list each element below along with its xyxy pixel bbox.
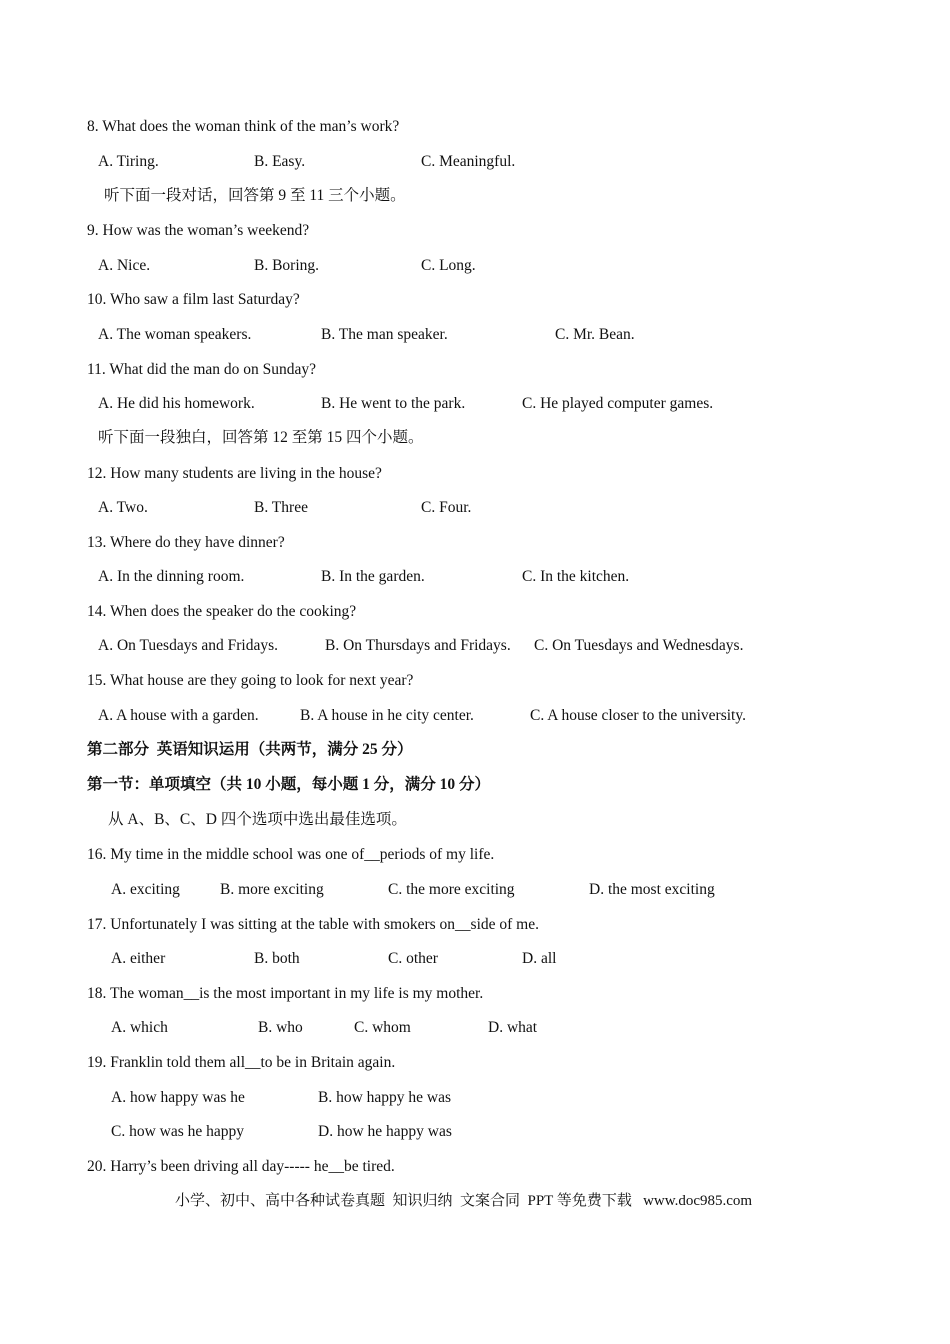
question-10-stem: 10. Who saw a film last Saturday? <box>87 291 300 308</box>
question-12-option-c: C. Four. <box>421 499 472 516</box>
question-13-stem: 13. Where do they have dinner? <box>87 534 285 551</box>
question-11-option-c: C. He played computer games. <box>522 395 714 412</box>
section-1-title: 第一节：单项填空（共 10 小题，每小题 1 分，满分 10 分） <box>87 776 491 793</box>
question-17-option-a: A. either <box>111 950 166 967</box>
question-13-option-a: A. In the dinning room. <box>98 568 245 585</box>
question-8-option-c: C. Meaningful. <box>421 153 516 170</box>
question-13-option-b: B. In the garden. <box>321 568 425 585</box>
question-9-stem: 9. How was the woman’s weekend? <box>87 222 310 239</box>
question-19-option-a: A. how happy was he <box>111 1089 245 1106</box>
question-9-option-a: A. Nice. <box>98 257 151 274</box>
question-13-option-c: C. In the kitchen. <box>522 568 630 585</box>
question-19-option-c: C. how was he happy <box>111 1123 245 1140</box>
question-15-option-c: C. A house closer to the university. <box>530 707 746 724</box>
question-16-option-d: D. the most exciting <box>589 881 715 898</box>
question-18-option-c: C. whom <box>354 1019 411 1036</box>
question-17-option-d: D. all <box>522 950 557 967</box>
instruction-12-15: 听下面一段独白，回答第 12 至第 15 四个小题。 <box>98 429 424 446</box>
question-20-stem: 20. Harry’s been driving all day----- he__be tired. <box>87 1158 395 1175</box>
question-19-option-d: D. how he happy was <box>318 1123 452 1140</box>
page-footer: 小学、初中、高中各种试卷真题 知识归纳 文案合同 PPT 等免费下载 www.doc985.com <box>175 1193 753 1209</box>
instruction-9-11: 听下面一段对话，回答第 9 至 11 三个小题。 <box>104 187 406 204</box>
question-18-stem: 18. The woman__is the most important in my life is my mother. <box>87 985 484 1002</box>
question-15-stem: 15. What house are they going to look for next year? <box>87 672 414 689</box>
question-18-option-d: D. what <box>488 1019 538 1036</box>
question-11-option-b: B. He went to the park. <box>321 395 466 412</box>
question-14-option-c: C. On Tuesdays and Wednesdays. <box>534 637 744 654</box>
part-2-title: 第二部分 英语知识运用（共两节，满分 25 分） <box>87 741 413 758</box>
question-16-option-b: B. more exciting <box>220 881 324 898</box>
question-12-option-b: B. Three <box>254 499 308 516</box>
question-8-option-a: A. Tiring. <box>98 153 159 170</box>
question-16-option-c: C. the more exciting <box>388 881 515 898</box>
question-19-option-b: B. how happy he was <box>318 1089 452 1106</box>
question-17-option-c: C. other <box>388 950 438 967</box>
question-8-option-b: B. Easy. <box>254 153 306 170</box>
question-12-option-a: A. Two. <box>98 499 148 516</box>
question-9-option-c: C. Long. <box>421 257 476 274</box>
question-19-stem: 19. Franklin told them all__to be in Britain again. <box>87 1054 396 1071</box>
question-15-option-a: A. A house with a garden. <box>98 707 259 724</box>
question-14-stem: 14. When does the speaker do the cooking? <box>87 603 357 620</box>
question-18-option-a: A. which <box>111 1019 168 1036</box>
question-11-option-a: A. He did his homework. <box>98 395 255 412</box>
question-17-stem: 17. Unfortunately I was sitting at the table with smokers on__side of me. <box>87 916 539 933</box>
question-15-option-b: B. A house in he city center. <box>300 707 474 724</box>
question-10-option-c: C. Mr. Bean. <box>555 326 635 343</box>
question-18-option-b: B. who <box>258 1019 303 1036</box>
question-9-option-b: B. Boring. <box>254 257 320 274</box>
question-14-option-b: B. On Thursdays and Fridays. <box>325 637 511 654</box>
question-14-option-a: A. On Tuesdays and Fridays. <box>98 637 278 654</box>
question-10-option-b: B. The man speaker. <box>321 326 448 343</box>
section-1-instruction: 从 A、B、C、D 四个选项中选出最佳选项。 <box>108 811 407 828</box>
question-12-stem: 12. How many students are living in the house? <box>87 465 382 482</box>
question-16-option-a: A. exciting <box>111 881 180 898</box>
question-10-option-a: A. The woman speakers. <box>98 326 252 343</box>
question-11-stem: 11. What did the man do on Sunday? <box>87 361 317 378</box>
question-16-stem: 16. My time in the middle school was one of__periods of my life. <box>87 846 495 863</box>
question-17-option-b: B. both <box>254 950 300 967</box>
question-8-stem: 8. What does the woman think of the man’s work? <box>87 118 400 135</box>
